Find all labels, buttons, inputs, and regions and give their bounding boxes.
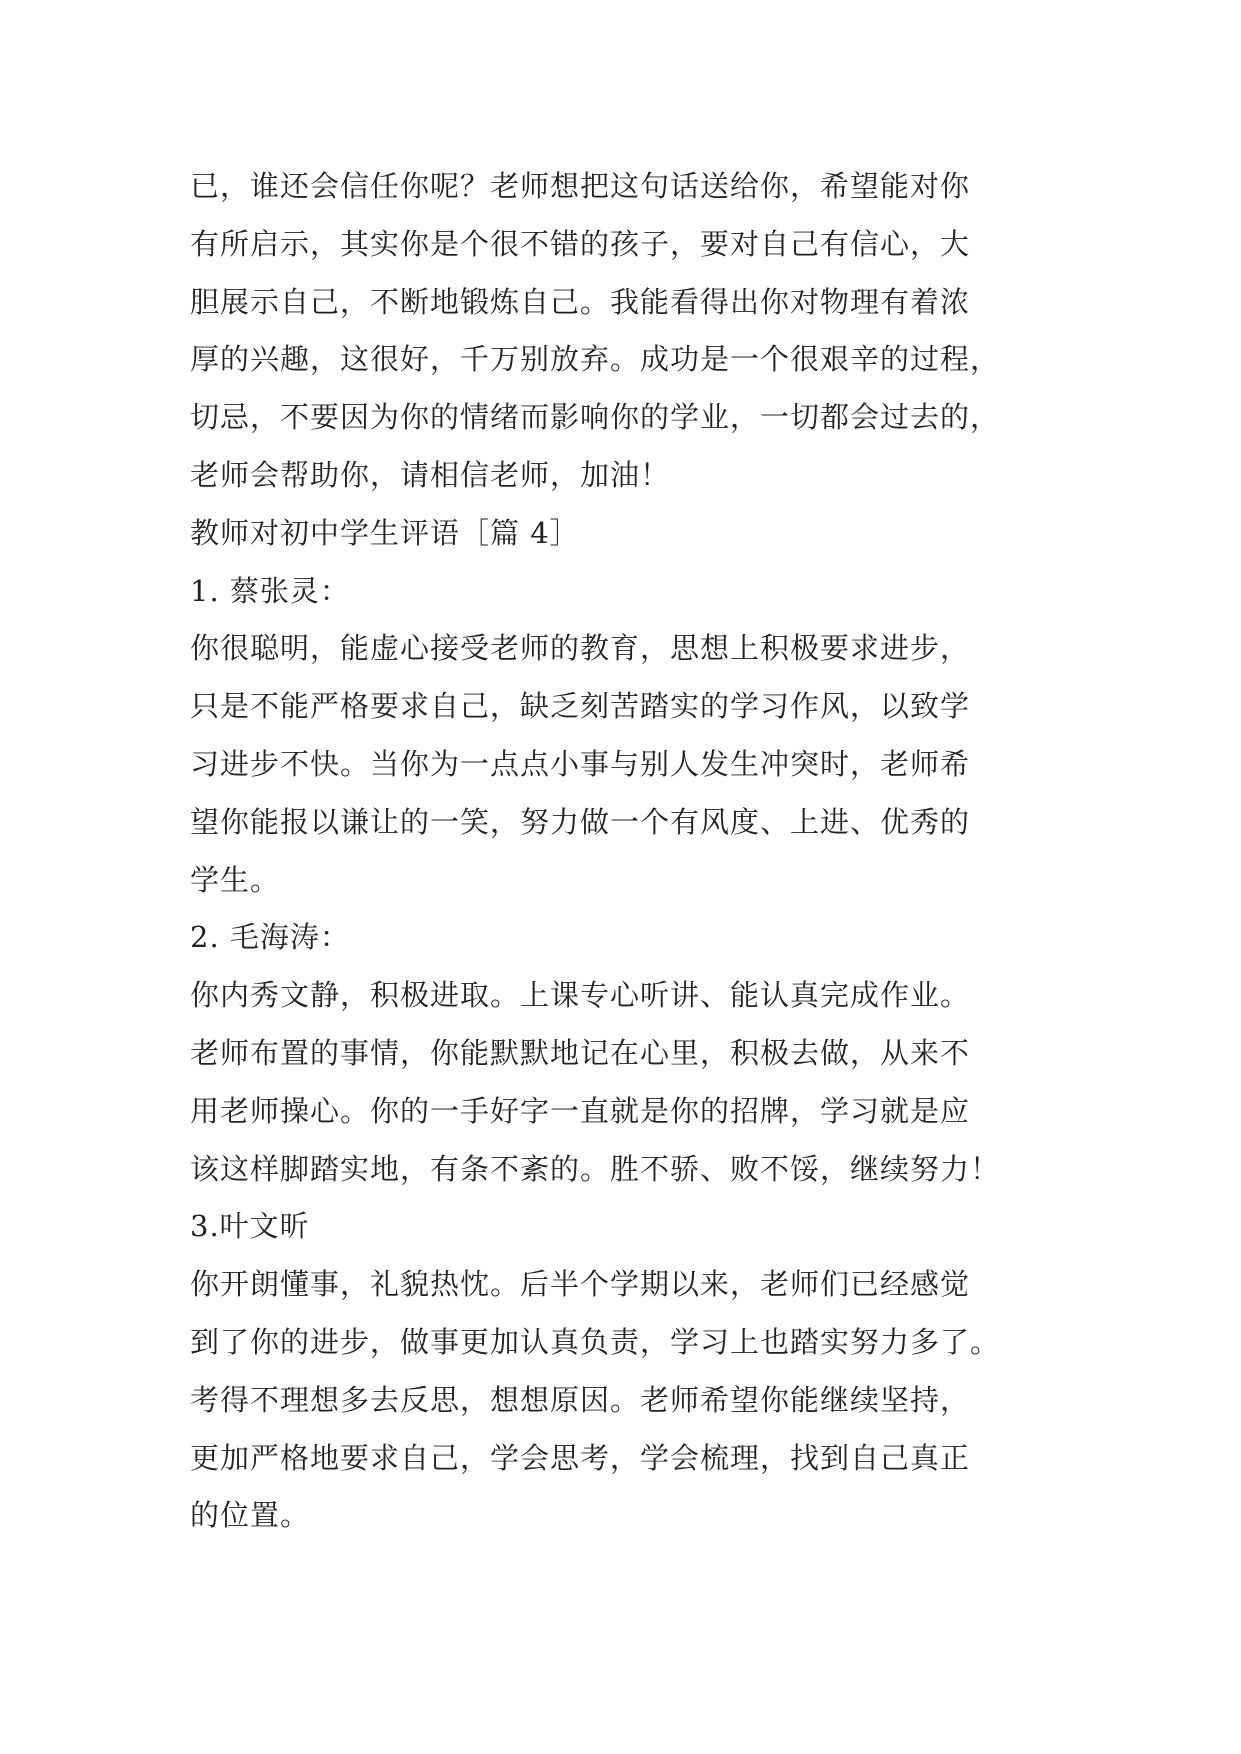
paragraph-line: 胆展示自己，不断地锻炼自己。我能看得出你对物理有着浓 [190,284,971,319]
paragraph-line: 更加严格地要求自己，学会思考，学会梳理，找到自己真正 [190,1440,971,1475]
paragraph-line: 学生。 [190,862,281,897]
paragraph-line: 到了你的进步，做事更加认真负责，学习上也踏实努力多了。 [190,1324,1001,1359]
paragraph-line: 用老师操心。你的一手好字一直就是你的招牌，学习就是应 [190,1093,971,1128]
section-heading: 教师对初中学生评语［篇 4］ [190,515,580,550]
paragraph-line: 望你能报以谦让的一笑，努力做一个有风度、上进、优秀的 [190,804,971,839]
paragraph-line: 有所启示，其实你是个很不错的孩子，要对自己有信心，大 [190,226,971,261]
paragraph-line: 你很聪明，能虚心接受老师的教育，思想上积极要求进步， [190,631,971,666]
paragraph-line: 你内秀文静，积极进取。上课专心听讲、能认真完成作业。 [190,978,971,1013]
paragraph-line: 该这样脚踏实地，有条不紊的。胜不骄、败不馁，继续努力！ [190,1151,1001,1186]
paragraph-line: 习进步不快。当你为一点点小事与别人发生冲突时，老师希 [190,746,971,781]
paragraph-line: 只是不能严格要求自己，缺乏刻苦踏实的学习作风，以致学 [190,689,971,724]
paragraph-line: 考得不理想多去反思，想想原因。老师希望你能继续坚持， [190,1382,971,1417]
paragraph-line: 老师会帮助你，请相信老师，加油！ [190,457,671,492]
paragraph-line: 厚的兴趣，这很好，千万别放弃。成功是一个很艰辛的过程， [190,342,1001,377]
student-name: 3.叶文昕 [190,1209,310,1244]
paragraph-line: 你开朗懂事，礼貌热忱。后半个学期以来，老师们已经感觉 [190,1267,971,1302]
paragraph-line: 老师布置的事情，你能默默地记在心里，积极去做，从来不 [190,1035,971,1070]
paragraph-line: 的位置。 [190,1498,311,1533]
student-name: 1. 蔡张灵： [190,573,350,608]
paragraph-line: 切忌，不要因为你的情绪而影响你的学业，一切都会过去的， [190,400,1001,435]
document-body [190,158,1070,1545]
student-name: 2. 毛海涛： [190,920,350,955]
paragraph-line: 已，谁还会信任你呢？老师想把这句话送给你，希望能对你 [190,169,971,203]
